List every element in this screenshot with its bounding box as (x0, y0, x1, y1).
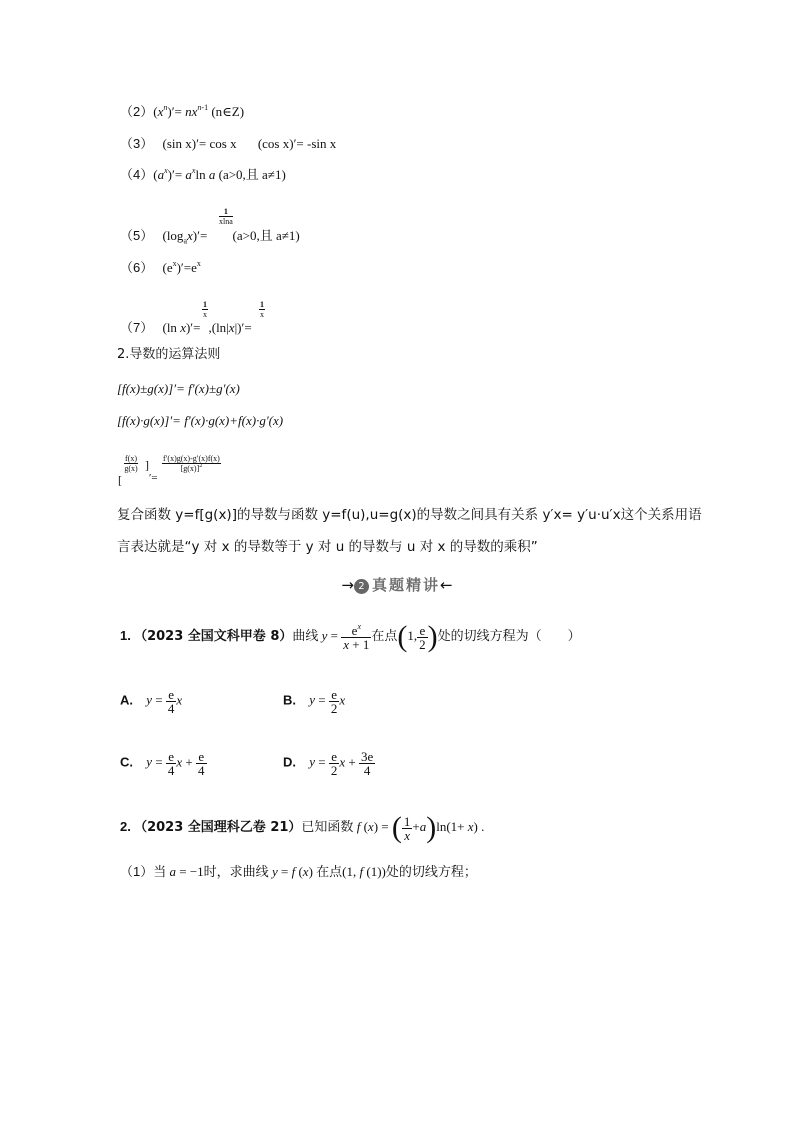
formula-power (120, 104, 244, 120)
fraction-numerator: 1 (219, 207, 233, 217)
formula-label: （2） (120, 104, 154, 119)
question-source: （2023 全国理科乙卷 21） (134, 819, 302, 835)
formula-log-cond: (a>0,且 a≠1) (232, 228, 300, 243)
rules-heading: 2.导数的运算法则 (117, 347, 221, 362)
formula-label: （5） (120, 228, 154, 243)
formula-label: （4） (120, 167, 154, 182)
formula-trig (120, 136, 336, 152)
formula-ln-expr: (ln x)′= (162, 320, 201, 335)
composite-rule-line1: 复合函数 y=f[g(x)]的导数与函数 y=f(u),u=g(x)的导数之间具有关系 y′x= y′u·u′x这个关系用语 (117, 507, 702, 523)
fraction-denominator: x (203, 310, 207, 319)
math-fraction: $\frac{e}{4}$ (198, 749, 205, 778)
formula-ln-abs-expr: ,(ln|x|)′= (208, 320, 252, 335)
question-2: 2. （2023 全国理科乙卷 21）已知函数 f (x) = ( $\frac{1}{x}$ +a)ln(1+ x) . (120, 811, 485, 844)
math-fraction: $\frac{e}{4}$ (167, 749, 175, 778)
formula-power-cond: (n∈Z) (211, 104, 245, 119)
math-fraction: $\frac{3e}{4}$ (361, 749, 374, 778)
quotient-rhs-fraction (162, 454, 221, 473)
fraction-numerator: f(x) (125, 454, 137, 463)
math-fraction: $\frac{e}{2}$ (330, 687, 338, 716)
formula-log-expr: $(\log_ax)'=$ (162, 228, 208, 246)
fraction-numerator: 1 (260, 300, 264, 309)
formula-label: （7） (120, 320, 154, 335)
question-2-part-1: （1）当 a = −1时，求曲线 y = f (x) 在点(1, f (1))处的切线方程； (120, 864, 477, 880)
formula-log-fraction (219, 207, 233, 226)
option-label: A. (120, 692, 133, 708)
formula-ln-abs-fraction (259, 300, 265, 319)
section-badge: 2 (354, 579, 369, 594)
fraction-numerator: f′(x)g(x)-g′(x)f(x) (163, 454, 220, 463)
formula-ln (120, 320, 252, 336)
question-number: 2. (120, 818, 131, 834)
fraction-numerator: 1 (203, 300, 207, 309)
formula-cos: (cos x)′= -sin x (257, 136, 337, 151)
formula-sin: (sin x)′= cos x (162, 136, 237, 151)
fraction-denominator: x (260, 310, 264, 319)
option-label: C. (120, 754, 133, 770)
math-fraction: $\frac{1}{x}$ (403, 813, 411, 843)
quotient-lhs-fraction (124, 454, 138, 473)
quotient-bracket-open: [ (118, 473, 122, 487)
part-text: 在点 (316, 865, 343, 880)
math-expr: y (321, 627, 328, 643)
option-d[interactable]: D. y = $\frac{e}{2}$ x + $\frac{3e}{4}$ (283, 749, 374, 778)
formula-exponential (120, 167, 286, 183)
option-c[interactable]: C. y = $\frac{e}{4}$ x + $\frac{e}{4}$ (120, 749, 205, 778)
math-fraction: $\frac{e}{4}$ (167, 687, 175, 716)
part-text: 处的切线方程； (385, 865, 477, 880)
fraction-denominator: xlna (219, 217, 233, 226)
option-label: B. (283, 692, 296, 708)
question-stem: 处的切线方程为（ ） (437, 628, 581, 644)
arrow-right-icon: → (341, 576, 354, 594)
fraction-denominator: $[g(x)]^2$ (180, 463, 203, 473)
sum-rule: [f(x)±g(x)]′= f′(x)±g′(x) (117, 381, 240, 396)
formula-exp-cond: a>0,且 a≠1) (222, 167, 286, 182)
question-stem: 已知函数 (301, 819, 354, 835)
option-label: D. (283, 754, 296, 770)
question-number: 1. (120, 627, 131, 643)
product-rule: [f(x)·g(x)]′= f′(x)·g(x)+f(x)·g′(x) (117, 413, 284, 428)
formula-label: （6） (120, 260, 154, 275)
formula-ex (120, 260, 201, 276)
formula-label: （3） (120, 136, 154, 151)
question-stem: 曲线 (292, 628, 319, 644)
part-label: （1） (120, 864, 154, 879)
part-text: 时，求曲线 (203, 865, 269, 880)
fraction-denominator: g(x) (124, 464, 138, 473)
part-text: 当 (153, 865, 167, 880)
formula-power-expr: $(x^n)'= nx^{n-1}$ (153, 103, 209, 119)
section-heading (0, 574, 794, 595)
option-a[interactable]: A. y = $\frac{e}{4}$ x (120, 687, 183, 716)
math-fraction: $\frac{e^x}{x + 1}$ (343, 621, 370, 652)
option-b[interactable]: B. y = $\frac{e}{2}$ x (283, 687, 346, 716)
formula-exp-expr: $(a^x)'= a^x\ln$ a ( (153, 166, 223, 182)
quotient-equals: ′= (149, 472, 158, 484)
quotient-bracket-close: ] (145, 458, 149, 472)
question-1: 1. （2023 全国文科甲卷 8）曲线 y = $\frac{e^x}{x + 1}$ 在点(1, $\frac{e}{2}$ )处的切线方程为（ ） (120, 620, 581, 653)
formula-ex-expr: $(e^x)'=e^x$ (162, 259, 201, 275)
math-fraction: $\frac{e}{2}$ (419, 622, 426, 652)
question-stem: 在点 (371, 628, 398, 644)
formula-ln-fraction (202, 300, 208, 319)
arrow-left-icon: ← (440, 576, 453, 594)
section-title: 真题精讲 (371, 576, 440, 594)
math-fraction: $\frac{e}{2}$ (330, 749, 338, 778)
composite-rule-line2: 言表达就是“y 对 x 的导数等于 y 对 u 的导数与 u 对 x 的导数的乘积” (117, 539, 538, 555)
question-source: （2023 全国文科甲卷 8） (134, 628, 293, 644)
formula-log (120, 228, 300, 250)
